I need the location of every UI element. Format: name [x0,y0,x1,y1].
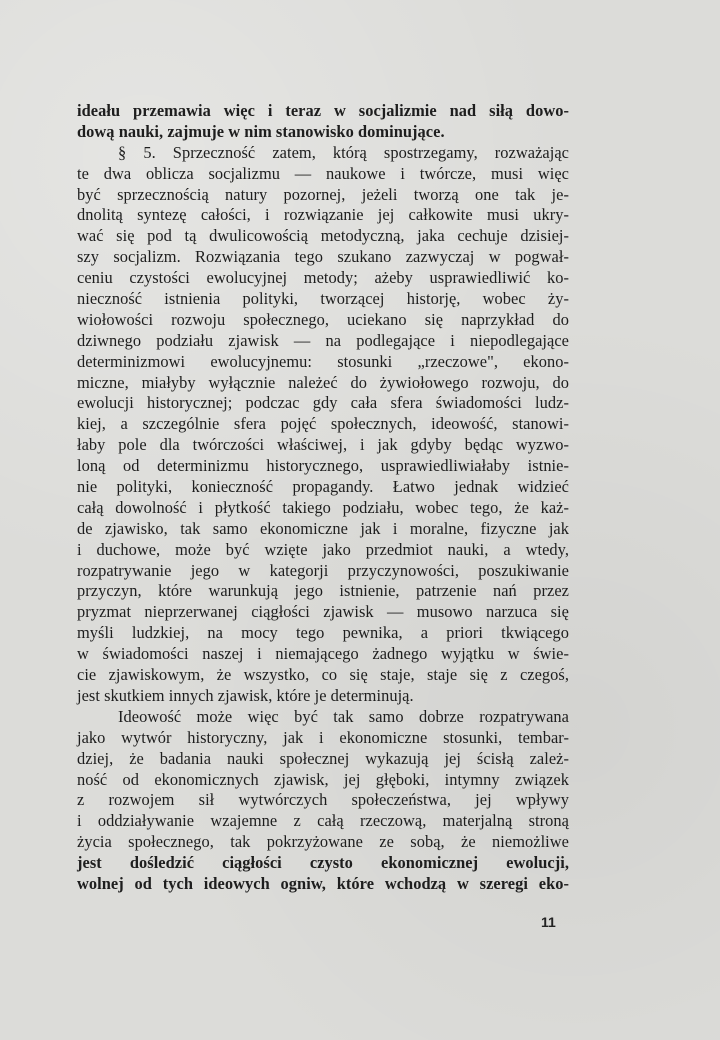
text-line: dziej, że badania nauki społecznej wykazują jej ścisłą zależ- [77,748,569,768]
text-line: cie zjawiskowym, że wszystko, co się staje, staje się z czegoś, [77,665,569,685]
body-text [77,101,569,895]
text-line: nieczność istnienia polityki, tworzącej historję, wobec ży- [77,289,569,309]
text-line: całą dowolność i płytkość takiego podziału, wobec tego, że każ- [77,497,569,517]
text-line: rozpatrywanie jego w kategorji przyczynowości, poszukiwanie [77,560,569,580]
text-line: wolnej od tych ideowych ogniw, które wchodzą w szeregi eko- [77,873,569,893]
text-line: szy socjalizm. Rozwiązania tego szukano zazwyczaj w pogwał- [77,247,569,267]
text-line: z rozwojem sił wytwórczych społeczeństwa, jej wpływy [77,790,569,810]
text-line: dnolitą syntezę całości, i rozwiązanie jej całkowite musi ukry- [77,205,569,225]
text-line: i oddziaływanie wzajemne z całą rzeczową, materjalną stroną [77,811,569,831]
text-line: miczne, miałyby wyłącznie należeć do żywiołowego rozwoju, do [77,372,569,392]
text-line: ność od ekonomicznych zjawisk, jej głęboki, intymny związek [77,769,569,789]
text-line: nie polityki, konieczność propagandy. Łatwo jednak widzieć [77,477,569,497]
text-line: wać się pod tą dwulicowością metodyczną, jaka cechuje dzisiej- [77,226,569,246]
text-line: dziwnego podziału zjawisk — na podlegające i niepodlegające [77,330,569,350]
text-line: łaby pole dla twórczości właściwej, i jak gdyby będąc wyzwo- [77,435,569,455]
text-line: ideału przemawia więc i teraz w socjalizmie nad siłą dowo- [77,101,569,120]
text-line: myśli ludzkiej, na mocy tego pewnika, a priori tkwiącego [77,623,569,643]
text-line: życia społecznego, tak pokrzyżowane ze sobą, że niemożliwe [77,832,569,852]
text-line: przyczyn, które warunkują jego istnienie, patrzenie nań przez [77,581,569,601]
text-line: jest dośledzić ciągłości czysto ekonomicznej ewolucji, [77,853,569,873]
text-line: w świadomości naszej i niemającego żadnego wyjątku w świe- [77,644,569,664]
text-line: dową nauki, zajmuje w nim stanowisko dominujące. [77,121,445,141]
page-number: 11 [541,914,556,930]
text-line: jako wytwór historyczny, jak i ekonomiczne stosunki, tembar- [77,727,569,747]
text-line: § 5. Sprzeczność zatem, którą spostrzegamy, rozważając [118,142,569,162]
text-line: wiołowości rozwoju społecznego, uciekano się naprzykład do [77,309,569,329]
text-line: pryzmat nieprzerwanej ciągłości zjawisk — musowo narzuca się [77,602,569,622]
text-line: determinizmowi ewolucyjnemu: stosunki „rzeczowe", ekono- [77,351,569,371]
text-line: kiej, a szczególnie sfera pojęć społecznych, ideowość, stanowi- [77,414,569,434]
text-line: i duchowe, może być wzięte jako przedmiot nauki, a wtedy, [77,539,569,559]
text-line: być sprzecznością natury pozornej, jeżeli tworzą one tak je- [77,184,569,204]
text-line: Ideowość może więc być tak samo dobrze rozpatrywana [118,706,569,726]
text-line: te dwa oblicza socjalizmu — naukowe i twórcze, musi więc [77,163,569,183]
text-line: de zjawisko, tak samo ekonomiczne jak i moralne, fizyczne jak [77,518,569,538]
text-line: ceniu czystości ewolucyjnej metody; ażeby usprawiedliwić ko- [77,268,569,288]
text-line: ewolucji historycznej; podczac gdy cała sfera świadomości ludz- [77,393,569,413]
text-line: jest skutkiem innych zjawisk, które je determinują. [77,685,414,705]
text-line: loną od determinizmu historycznego, usprawiedliwiałaby istnie- [77,456,569,476]
